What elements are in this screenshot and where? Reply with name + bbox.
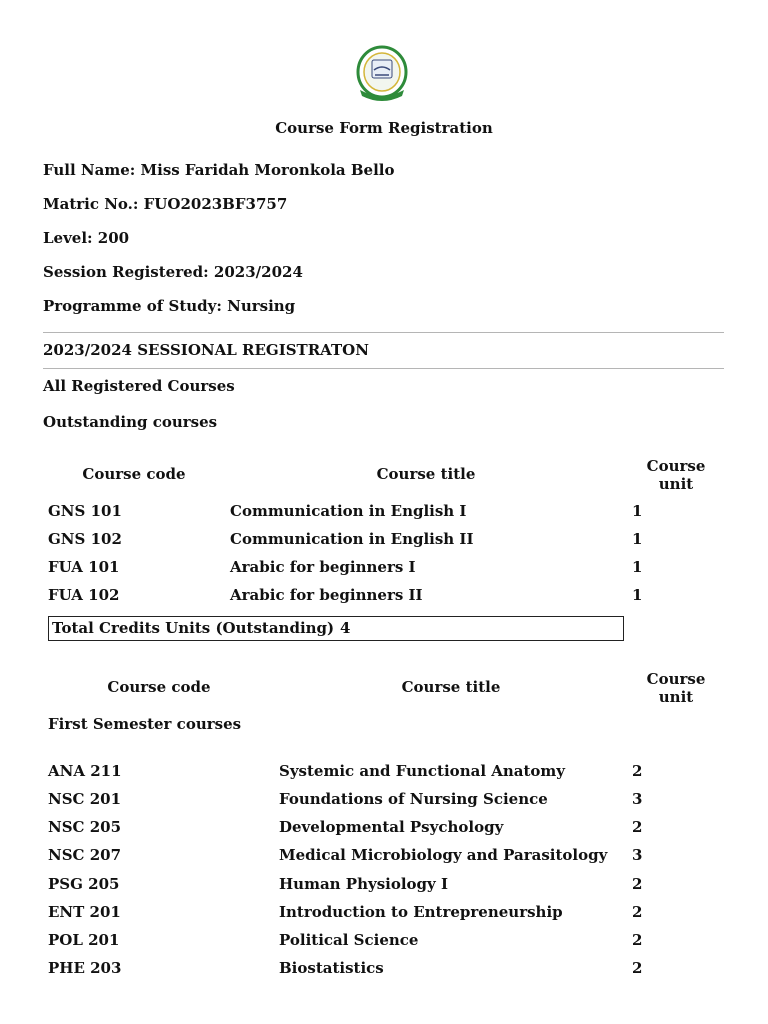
course-title: Communication in English II — [230, 530, 474, 548]
course-title: Biostatistics — [279, 959, 384, 977]
header-course-code: Course code — [82, 465, 186, 483]
course-unit: 2 — [632, 818, 643, 836]
student-programme: Programme of Study: Nursing — [43, 297, 296, 315]
course-title: Developmental Psychology — [279, 818, 504, 836]
outstanding-total-value: 4 — [340, 619, 351, 637]
course-unit: 2 — [632, 875, 643, 893]
course-code: NSC 207 — [48, 846, 122, 864]
course-title: Human Physiology I — [279, 875, 448, 893]
course-unit: 1 — [632, 558, 643, 576]
course-unit: 1 — [632, 530, 643, 548]
course-title: Introduction to Entrepreneurship — [279, 903, 563, 921]
header-course-unit: Course unit — [646, 457, 706, 493]
student-full-name: Full Name: Miss Faridah Moronkola Bello — [43, 161, 395, 179]
course-title: Foundations of Nursing Science — [279, 790, 548, 808]
course-code: POL 201 — [48, 931, 120, 949]
header-course-title: Course title — [401, 678, 501, 696]
divider-top — [43, 332, 724, 333]
course-code: PHE 203 — [48, 959, 122, 977]
course-title: Communication in English I — [230, 502, 467, 520]
course-code: ENT 201 — [48, 903, 121, 921]
course-title: Systemic and Functional Anatomy — [279, 762, 566, 780]
course-unit: 3 — [632, 790, 643, 808]
course-unit: 3 — [632, 846, 643, 864]
form-title: Course Form Registration — [275, 119, 493, 137]
course-title: Political Science — [279, 931, 419, 949]
course-title: Medical Microbiology and Parasitology — [279, 846, 608, 864]
course-unit: 2 — [632, 931, 643, 949]
outstanding-total-label: Total Credits Units (Outstanding) — [52, 619, 335, 637]
course-unit: 1 — [632, 502, 643, 520]
course-code: GNS 101 — [48, 502, 122, 520]
course-title: Arabic for beginners I — [230, 558, 416, 576]
course-unit: 2 — [632, 959, 643, 977]
student-matric-no: Matric No.: FUO2023BF3757 — [43, 195, 288, 213]
course-code: ANA 211 — [48, 762, 122, 780]
header-course-code: Course code — [107, 678, 211, 696]
first-semester-heading: First Semester courses — [48, 715, 242, 733]
student-level: Level: 200 — [43, 229, 130, 247]
course-title: Arabic for beginners II — [230, 586, 423, 604]
header-course-unit: Course unit — [646, 670, 706, 706]
course-code: NSC 205 — [48, 818, 122, 836]
course-code: GNS 102 — [48, 530, 122, 548]
section-heading: 2023/2024 SESSIONAL REGISTRATON — [43, 341, 369, 359]
course-code: PSG 205 — [48, 875, 120, 893]
course-code: FUA 101 — [48, 558, 120, 576]
header-course-title: Course title — [376, 465, 476, 483]
divider-bottom — [43, 368, 724, 369]
outstanding-heading: Outstanding courses — [43, 413, 218, 431]
student-session: Session Registered: 2023/2024 — [43, 263, 303, 281]
course-code: NSC 201 — [48, 790, 122, 808]
course-code: FUA 102 — [48, 586, 120, 604]
course-unit: 2 — [632, 762, 643, 780]
all-registered-heading: All Registered Courses — [43, 377, 235, 395]
university-crest-logo — [352, 44, 412, 104]
course-unit: 2 — [632, 903, 643, 921]
course-unit: 1 — [632, 586, 643, 604]
